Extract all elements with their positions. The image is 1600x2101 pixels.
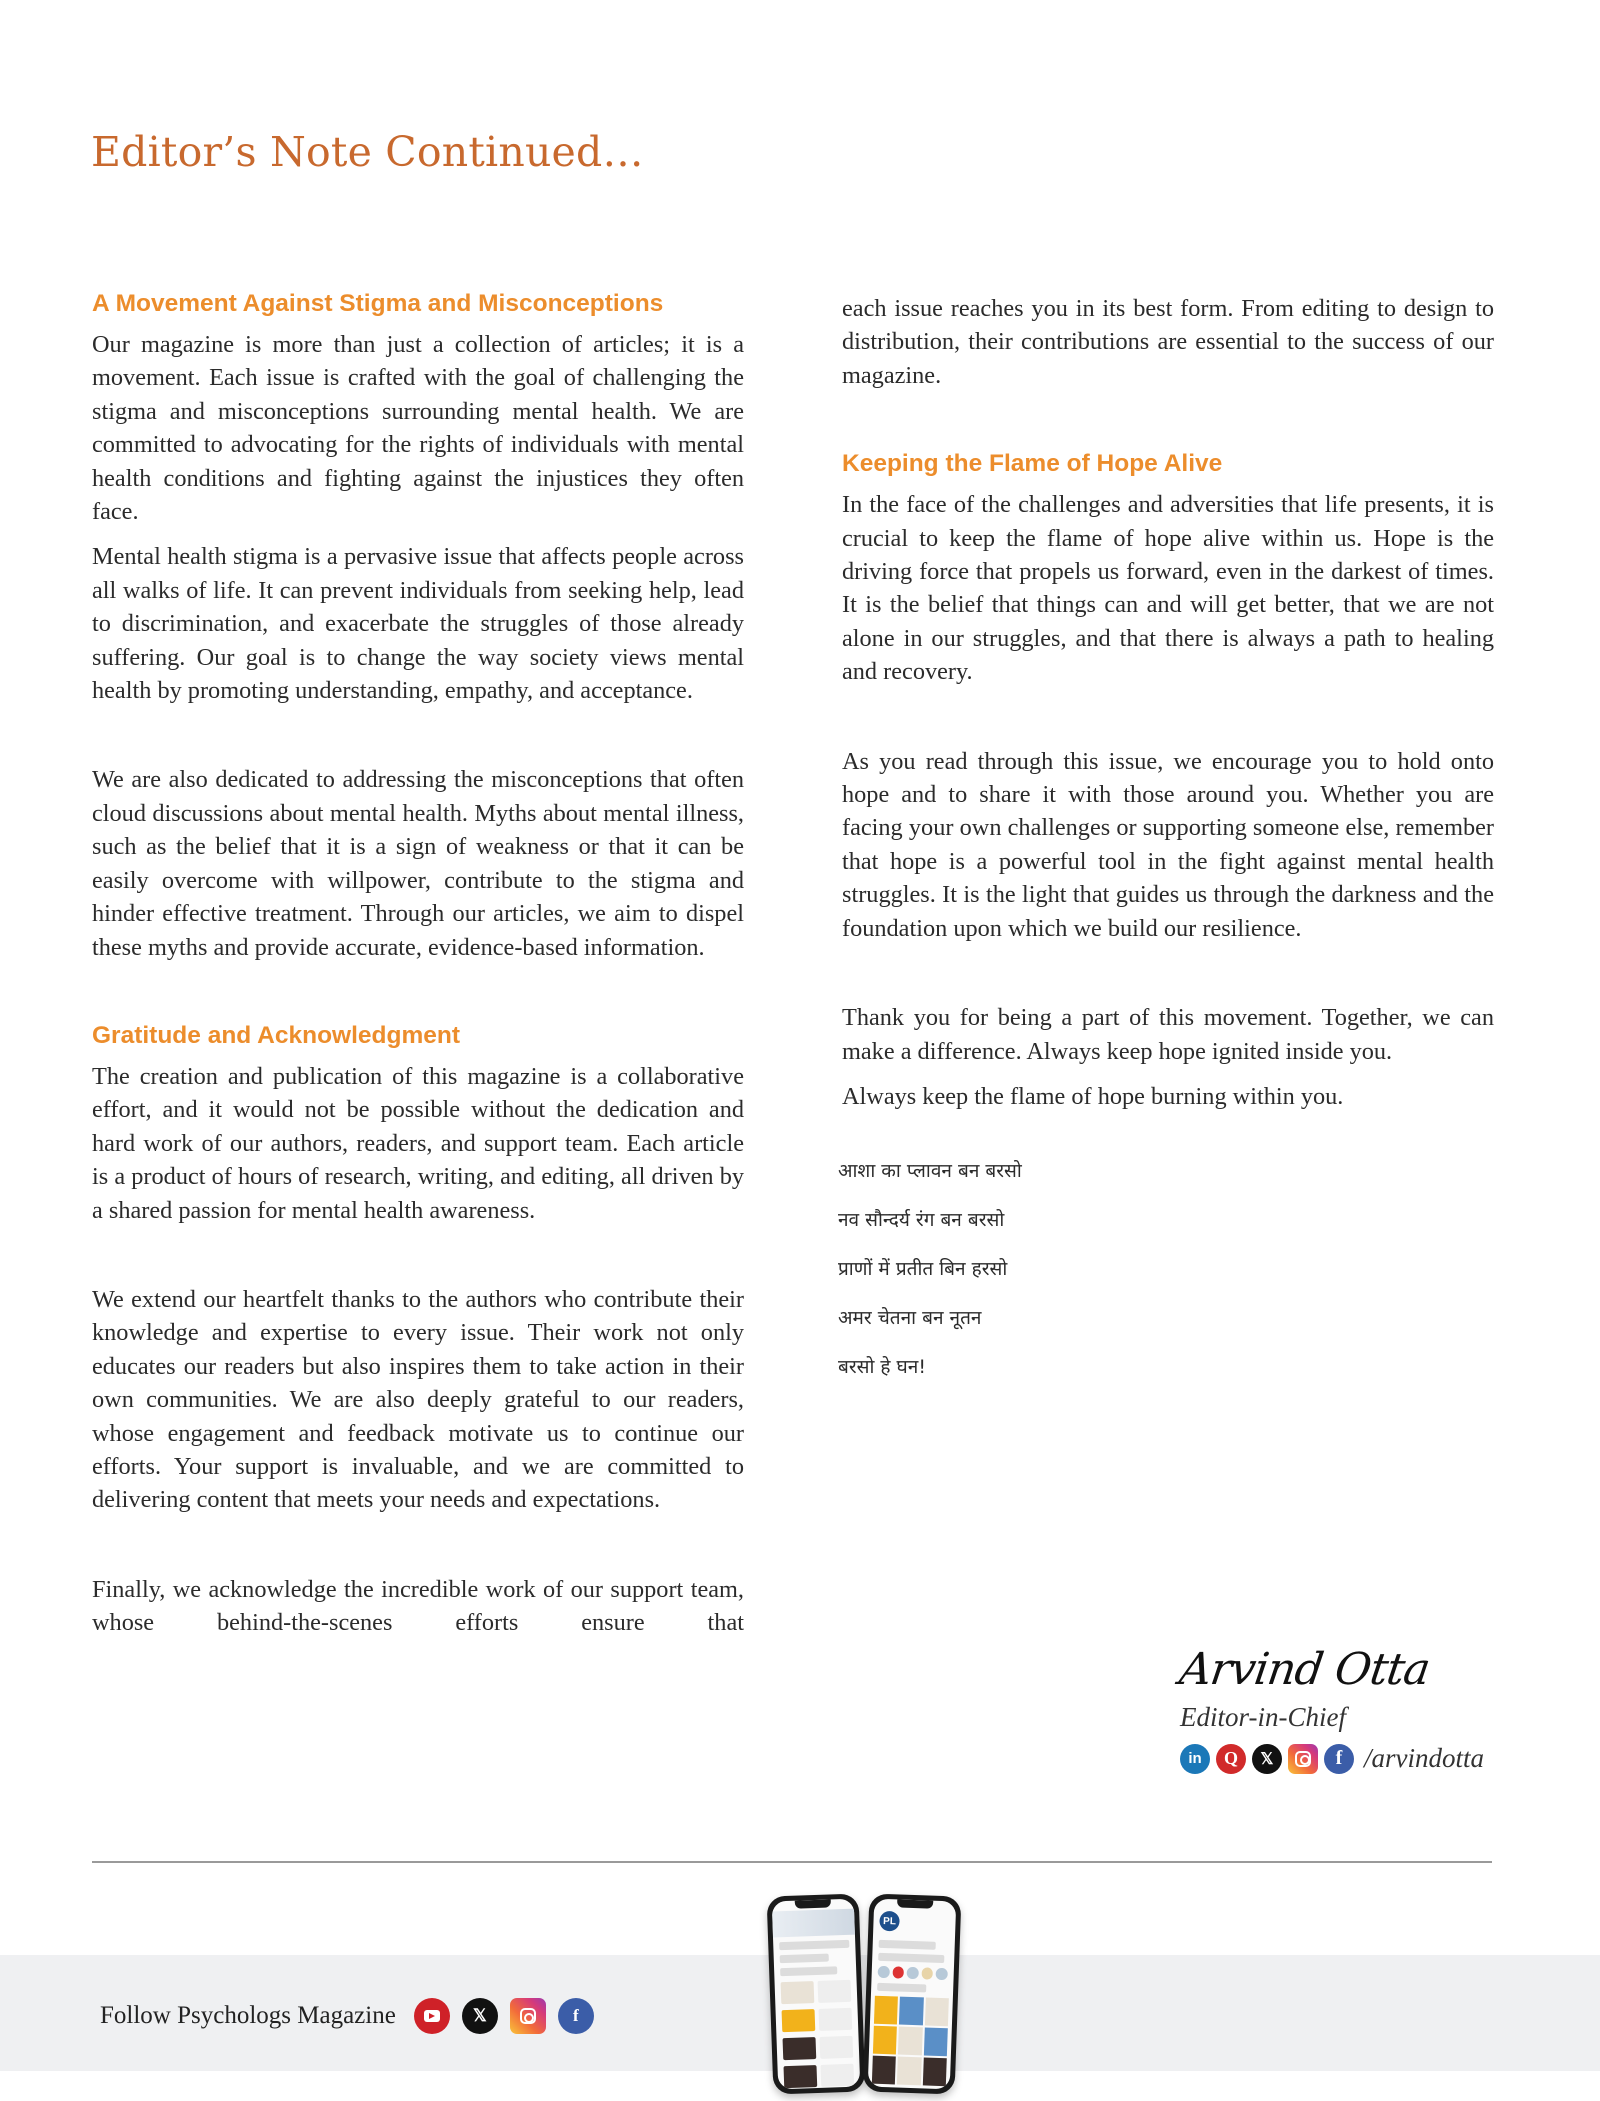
screen-row	[877, 1983, 926, 1993]
avatar: PL	[879, 1911, 900, 1932]
video-thumb	[783, 2064, 854, 2088]
screen-row	[780, 1954, 829, 1964]
x-icon[interactable]: 𝕏	[462, 1998, 498, 2034]
instagram-icon[interactable]	[1288, 1744, 1318, 1774]
x-icon[interactable]: 𝕏	[1252, 1744, 1282, 1774]
paragraph: Finally, we acknowledge the incredible work of our support team, whose behind-the-scenes efforts ensure that	[92, 1575, 744, 1637]
phone-notch	[795, 1899, 831, 1908]
hindi-poem	[838, 1147, 1494, 1392]
section-heading-movement: A Movement Against Stigma and Misconceptions	[92, 290, 664, 317]
play-glyph	[424, 2010, 440, 2022]
photo-grid	[872, 1996, 949, 2087]
paragraph: As you read through this issue, we encourage you to hold onto hope and to share it with those around you. Whether you are facing your own challenges or supporting someone else, remember that hope is a powerful tool in the fight against mental health struggles. It is the light that guides us through the darkness and the foundation upon which we build our resilience.	[842, 747, 1494, 942]
editor-social-links	[1180, 1743, 1484, 1774]
section-heading-gratitude: Gratitude and Acknowledgment	[92, 1021, 460, 1049]
video-thumb	[781, 1980, 852, 2004]
phone-mockups	[770, 1895, 1010, 2095]
paragraph: We are also dedicated to addressing the misconceptions that often cloud discussions about mental health. Myths about mental illness, such as the belief that it is a sign of weakness or that it can be easily overcome with willpower, contribute to the stigma and hinder effective treatment. Through our articles, we aim to dispel these myths and provide accurate, evidence-based information.	[92, 766, 744, 961]
left-column	[92, 288, 744, 1640]
paragraph: Mental health stigma is a pervasive issue that affects people across all walks of life. It can prevent individuals from seeking help, lead to discrimination, and exacerbate the struggles of those already suffering. Our goal is to change the way society views mental health by promoting understanding, empathy, and acceptance.	[92, 543, 744, 705]
paragraph: The creation and publication of this magazine is a collaborative effort, and it would not be possible without the dedication and hard work of our authors, readers, and support team. Each article is a product of hours of research, writing, and editing, all driven by a shared passion for mental health awareness.	[92, 1062, 744, 1224]
screen-row	[878, 1953, 944, 1963]
phone-notch	[897, 1899, 933, 1908]
youtube-icon[interactable]	[414, 1998, 450, 2034]
screen-row	[780, 1966, 838, 1976]
facebook-icon[interactable]: f	[1324, 1744, 1354, 1774]
divider	[92, 1861, 1492, 1863]
right-column	[838, 292, 1494, 1392]
facebook-icon[interactable]: f	[558, 1998, 594, 2034]
poem-line: आशा का प्लावन बन बरसो	[838, 1160, 1022, 1183]
paragraph: Always keep the flame of hope burning within you.	[842, 1082, 1344, 1110]
page-title: Editor’s Note Continued…	[91, 128, 644, 176]
screen-row	[779, 1940, 849, 1950]
editor-handle[interactable]: /arvindotta	[1364, 1743, 1484, 1773]
video-thumb	[782, 2008, 853, 2032]
instagram-icon[interactable]	[510, 1998, 546, 2034]
instagram-glyph	[1295, 1751, 1311, 1767]
paragraph-continuation: each issue reaches you in its best form. From editing to design to distribution, their contributions are essential to the success of our magazine.	[842, 295, 1494, 389]
follow-label: Follow Psychologs Magazine	[100, 2002, 396, 2029]
poem-line: नव सौन्दर्य रंग बन बरसो	[838, 1209, 1005, 1232]
channel-banner	[772, 1909, 855, 1938]
paragraph: Thank you for being a part of this movement. Together, we can make a difference. Always keep hope ignited inside you.	[842, 1004, 1494, 1065]
linkedin-icon[interactable]: in	[1180, 1744, 1210, 1774]
poem-line: अमर चेतना बन नूतन	[838, 1307, 982, 1330]
instagram-glyph	[520, 2008, 536, 2024]
phone-instagram-mockup	[863, 1893, 962, 2094]
video-thumb	[783, 2036, 854, 2060]
phone-screen	[772, 1899, 861, 2090]
section-heading-hope: Keeping the Flame of Hope Alive	[842, 450, 1223, 478]
phone-screen	[868, 1899, 957, 2090]
signature-block	[1176, 1640, 1484, 1774]
footer-follow	[100, 1998, 594, 2034]
phone-youtube-mockup	[767, 1893, 866, 2094]
paragraph: In the face of the challenges and adversities that life presents, it is crucial to keep the flame of hope alive within us. Hope is the driving force that propels us forward, even in the darkest of times. It is the belief that things can and will get better, that we are not alone in our struggles, and that there is always a path to healing and recovery.	[842, 491, 1494, 686]
story-highlights	[878, 1966, 948, 1980]
paragraph: Our magazine is more than just a collection of articles; it is a movement. Each issue is crafted with the goal of challenging the stigma and misconceptions surrounding mental health. We are committed to advocating for the rights of individuals with mental health conditions and fighting against the injustices they often face.	[92, 331, 744, 526]
editor-role: Editor-in-Chief	[1180, 1702, 1346, 1732]
screen-row	[879, 1940, 937, 1950]
quora-icon[interactable]: Q	[1216, 1744, 1246, 1774]
paragraph: We extend our heartfelt thanks to the authors who contribute their knowledge and expertise to every issue. Their work not only educates our readers but also inspires them to take action in their own communities. We are also deeply grateful to our readers, whose engagement and feedback motivate us to continue our efforts. Your support is invaluable, and we are committed to delivering content that meets your needs and expectations.	[92, 1285, 744, 1514]
poem-line: बरसो हे घन!	[838, 1356, 926, 1379]
poem-line: प्राणों में प्रतीत बिन हरसो	[838, 1258, 1008, 1281]
signature: Arvind Otta	[1176, 1644, 1433, 1695]
